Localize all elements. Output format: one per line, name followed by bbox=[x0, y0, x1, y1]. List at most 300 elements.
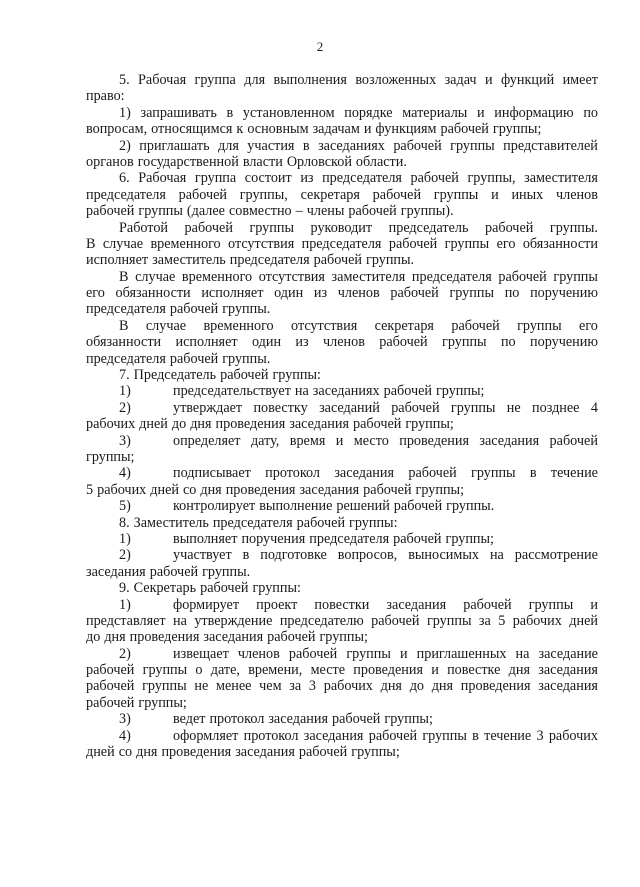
word: секретаря bbox=[300, 186, 360, 203]
word: рабочей bbox=[86, 662, 135, 679]
word: позднее bbox=[532, 399, 580, 416]
list-item-text bbox=[173, 646, 598, 662]
word: 9. bbox=[119, 580, 130, 597]
word: заседаний bbox=[319, 399, 380, 416]
word: группы). bbox=[400, 203, 454, 220]
word: для bbox=[244, 72, 266, 88]
word: повестке bbox=[447, 662, 501, 679]
text-line bbox=[86, 465, 598, 481]
word: поручению bbox=[530, 285, 598, 302]
word: не bbox=[194, 678, 209, 695]
word: заседания bbox=[86, 563, 146, 580]
word: рабочих bbox=[86, 416, 136, 433]
word: дня bbox=[136, 744, 158, 761]
text-line bbox=[86, 236, 598, 252]
word: группы bbox=[142, 678, 187, 695]
word: имеет bbox=[562, 72, 598, 88]
list-item-number: 2) bbox=[119, 399, 131, 416]
word: группы bbox=[450, 137, 495, 154]
word: рабочих bbox=[548, 727, 598, 744]
word: Секретарь bbox=[133, 580, 197, 597]
word: чем bbox=[259, 678, 282, 695]
word: группы bbox=[433, 186, 479, 203]
word: группы; bbox=[445, 530, 494, 547]
list-item-number: 3) bbox=[119, 711, 131, 728]
text-line bbox=[86, 547, 598, 563]
word: рабочей bbox=[498, 268, 547, 285]
word: группа bbox=[194, 170, 237, 187]
word: в bbox=[472, 727, 479, 744]
text-line bbox=[86, 383, 598, 399]
word: Рабочая bbox=[138, 170, 187, 187]
word: повестку bbox=[253, 399, 308, 416]
word: дней bbox=[569, 612, 598, 629]
word: представителей bbox=[503, 137, 598, 154]
word: рабочей bbox=[169, 350, 219, 367]
word: до bbox=[171, 416, 187, 433]
text-line bbox=[86, 744, 598, 760]
text-line bbox=[86, 301, 598, 317]
word: временного bbox=[181, 268, 253, 285]
word: проект bbox=[256, 596, 298, 613]
word: из bbox=[313, 285, 328, 302]
word: в bbox=[529, 465, 537, 482]
word: группы. bbox=[366, 252, 415, 269]
text-line bbox=[86, 367, 598, 383]
word: группы; bbox=[138, 694, 187, 711]
word: группы. bbox=[222, 350, 271, 367]
text-line bbox=[86, 695, 598, 711]
word: секретаря bbox=[374, 317, 434, 334]
word: группы bbox=[449, 285, 494, 302]
word: извещает bbox=[173, 645, 229, 662]
word: группы; bbox=[435, 383, 485, 400]
text-line bbox=[86, 498, 598, 514]
list-item-text bbox=[173, 597, 598, 613]
word: совместно bbox=[228, 203, 292, 220]
word: и bbox=[335, 432, 344, 449]
word: группы; bbox=[405, 416, 454, 433]
list-item-text bbox=[173, 711, 598, 727]
word: руководит bbox=[310, 219, 373, 236]
word: представляет bbox=[86, 612, 166, 629]
list-item-number: 4) bbox=[119, 465, 131, 482]
word: группы; bbox=[492, 121, 542, 138]
text-line bbox=[86, 252, 598, 268]
text-line bbox=[86, 449, 598, 465]
word: подписывает bbox=[173, 465, 251, 482]
text-line bbox=[86, 220, 598, 236]
word: группы bbox=[444, 235, 490, 252]
word: проведения bbox=[225, 481, 296, 498]
text-line bbox=[86, 285, 598, 301]
text-line bbox=[86, 433, 598, 449]
word: запрашивать bbox=[140, 104, 217, 121]
word: относящимся bbox=[151, 121, 233, 138]
text-line bbox=[86, 187, 598, 203]
list-item-number: 3) bbox=[119, 432, 131, 449]
word: рабочей bbox=[288, 645, 338, 662]
word: рабочих bbox=[97, 481, 147, 498]
list-item-number: 2) bbox=[119, 547, 131, 564]
word: группы: bbox=[252, 580, 301, 597]
word: группы. bbox=[549, 219, 598, 236]
word: 2) bbox=[119, 137, 131, 154]
word: председателя bbox=[86, 301, 166, 318]
word: ведет bbox=[173, 711, 206, 728]
word: для bbox=[218, 137, 239, 154]
word: формирует bbox=[173, 596, 240, 613]
word: рабочей bbox=[348, 203, 397, 220]
word: рабочей bbox=[549, 432, 598, 449]
text-line bbox=[86, 613, 598, 629]
word: рабочей bbox=[352, 416, 402, 433]
word: 3 bbox=[536, 727, 544, 744]
word: председателя bbox=[86, 186, 166, 203]
word: рабочей bbox=[86, 203, 135, 220]
word: Работой bbox=[119, 219, 169, 236]
word: рабочей bbox=[220, 367, 269, 384]
list-item-number: 5) bbox=[119, 498, 131, 515]
word: к bbox=[236, 121, 244, 138]
word: возложенных bbox=[355, 72, 437, 88]
word: один bbox=[251, 334, 282, 351]
word: заседания bbox=[538, 662, 598, 679]
text-line bbox=[86, 400, 598, 416]
word: задачам bbox=[312, 121, 360, 138]
word: группы. bbox=[202, 563, 251, 580]
word: случае bbox=[135, 268, 176, 285]
word: рабочих bbox=[323, 678, 373, 695]
word: основным bbox=[247, 121, 309, 138]
word: В bbox=[119, 317, 129, 334]
word: проведения bbox=[161, 744, 232, 761]
list-item-text bbox=[173, 465, 598, 481]
word: группы; bbox=[384, 711, 433, 728]
word: подготовке bbox=[260, 547, 327, 564]
word: и bbox=[477, 104, 485, 121]
word: функциям bbox=[375, 121, 437, 138]
word: течение bbox=[484, 727, 532, 744]
word: заседания bbox=[235, 744, 295, 761]
page-number: 2 bbox=[316, 39, 324, 54]
word: 5. bbox=[119, 72, 130, 88]
word: течение bbox=[550, 465, 598, 482]
word: рабочей bbox=[313, 252, 362, 269]
word: место bbox=[353, 432, 389, 449]
word: повестки bbox=[314, 596, 370, 613]
word: дня bbox=[200, 481, 222, 498]
word: рабочей bbox=[200, 580, 249, 597]
text-line bbox=[86, 105, 598, 121]
word: В bbox=[86, 235, 96, 252]
word: в bbox=[242, 547, 250, 564]
word: группы. bbox=[446, 498, 495, 515]
word: информацию bbox=[494, 104, 574, 121]
text-line bbox=[86, 629, 598, 645]
list-item-number: 4) bbox=[119, 727, 131, 744]
text-line bbox=[86, 646, 598, 662]
word: обязанности bbox=[86, 334, 162, 351]
word: времени, bbox=[248, 662, 303, 679]
word: контролирует bbox=[173, 498, 256, 515]
word: 7. bbox=[119, 367, 130, 384]
word: председателя bbox=[322, 170, 402, 187]
word: отсутствия bbox=[258, 268, 325, 285]
word: заседания bbox=[268, 711, 329, 728]
word: исполняет bbox=[86, 252, 149, 269]
word: заседания bbox=[203, 629, 264, 646]
word: группы; bbox=[319, 629, 368, 646]
word: случае bbox=[145, 317, 187, 334]
word: до bbox=[86, 629, 101, 646]
word: членов bbox=[237, 645, 280, 662]
word: Рабочая bbox=[138, 72, 187, 88]
word: группы bbox=[450, 399, 496, 416]
word: членов bbox=[323, 334, 365, 351]
text-line bbox=[86, 88, 598, 104]
list-item-text bbox=[173, 433, 598, 449]
document-body bbox=[86, 72, 598, 760]
word: о bbox=[195, 662, 203, 679]
word: решений bbox=[336, 498, 390, 515]
word: его bbox=[86, 285, 105, 302]
word: обязанности bbox=[115, 285, 191, 302]
text-line bbox=[86, 154, 598, 170]
word: дня bbox=[380, 678, 402, 695]
word: временного bbox=[150, 235, 221, 252]
word: группы bbox=[346, 645, 391, 662]
word: дней bbox=[86, 744, 115, 761]
word: группы bbox=[138, 203, 183, 220]
word: участия bbox=[247, 137, 295, 154]
word: группы, bbox=[467, 170, 516, 187]
word: приглашать bbox=[139, 137, 210, 154]
word: определяет bbox=[173, 432, 241, 449]
word: группы bbox=[426, 612, 472, 629]
word: со bbox=[182, 481, 197, 498]
word: 4 bbox=[590, 399, 598, 416]
list-item-text bbox=[173, 498, 598, 514]
word: время bbox=[289, 432, 326, 449]
word: Председатель bbox=[133, 367, 217, 384]
text-line bbox=[86, 334, 598, 350]
word: оформляет bbox=[173, 727, 239, 744]
word: вопросов, bbox=[337, 547, 398, 564]
word: выполнение bbox=[259, 498, 333, 515]
word: утверждение bbox=[194, 612, 273, 629]
word: рабочей bbox=[451, 317, 500, 334]
word: 8. bbox=[119, 514, 130, 531]
word: – bbox=[295, 203, 303, 220]
word: со bbox=[118, 744, 133, 761]
word: утверждает bbox=[173, 399, 243, 416]
word: один bbox=[274, 285, 304, 302]
text-line bbox=[86, 121, 598, 137]
word: и bbox=[363, 121, 372, 138]
word: рабочей bbox=[390, 285, 439, 302]
word: за bbox=[478, 612, 491, 629]
word: на bbox=[294, 383, 309, 400]
word: выносимых bbox=[408, 547, 479, 564]
word: проведения bbox=[353, 662, 423, 679]
word: и bbox=[491, 186, 499, 203]
word: протокол bbox=[265, 465, 320, 482]
word: председателя bbox=[411, 268, 492, 285]
word: задач bbox=[444, 72, 477, 88]
word: заседания bbox=[538, 678, 598, 695]
word: отсутствия bbox=[228, 235, 295, 252]
word: заседаниях bbox=[312, 383, 380, 400]
word: по bbox=[504, 285, 520, 302]
word: 6. bbox=[119, 170, 130, 187]
word: на bbox=[173, 612, 187, 629]
list-item-text bbox=[173, 400, 598, 416]
word: области. bbox=[355, 153, 407, 170]
word: заседания bbox=[479, 432, 540, 449]
word: порядке bbox=[344, 104, 393, 121]
word: заседания bbox=[289, 416, 349, 433]
word: вопросам, bbox=[86, 121, 148, 138]
word: рабочей bbox=[86, 678, 135, 695]
text-line bbox=[86, 597, 598, 613]
word: дату, bbox=[250, 432, 280, 449]
word: председательствует bbox=[173, 383, 291, 400]
text-line bbox=[86, 728, 598, 744]
word: власти bbox=[242, 153, 283, 170]
word: состоит bbox=[244, 170, 292, 187]
text-line bbox=[86, 138, 598, 154]
word: дней bbox=[139, 416, 168, 433]
word: его bbox=[579, 317, 598, 334]
word: (далее bbox=[186, 203, 225, 220]
word: группы, bbox=[239, 186, 288, 203]
word: рабочей bbox=[484, 219, 534, 236]
word: группы bbox=[422, 727, 467, 744]
text-line bbox=[86, 72, 598, 88]
word: дня bbox=[431, 678, 454, 695]
word: группы bbox=[471, 465, 516, 482]
word: не bbox=[506, 399, 521, 416]
word: рабочей bbox=[363, 481, 412, 498]
list-item-text bbox=[173, 531, 598, 547]
word: менее bbox=[215, 678, 252, 695]
word: заседания bbox=[303, 727, 364, 744]
word: группы: bbox=[272, 367, 321, 384]
word: дня bbox=[190, 416, 212, 433]
text-line bbox=[86, 662, 598, 678]
list-item-number: 1) bbox=[119, 596, 131, 613]
text-line bbox=[86, 531, 598, 547]
word: за bbox=[289, 678, 302, 695]
word: проведения bbox=[460, 678, 531, 695]
word: рабочей bbox=[149, 563, 199, 580]
word: дней bbox=[150, 481, 179, 498]
word: заместитель bbox=[152, 252, 226, 269]
word: протокол bbox=[243, 727, 299, 744]
text-line bbox=[86, 351, 598, 367]
text-line bbox=[86, 678, 598, 694]
word: рабочей bbox=[393, 137, 442, 154]
word: рабочей bbox=[410, 170, 459, 187]
word: рабочей bbox=[388, 235, 438, 252]
text-line bbox=[86, 269, 598, 285]
word: членов bbox=[337, 285, 380, 302]
word: проведения bbox=[129, 629, 200, 646]
word: рабочей bbox=[296, 514, 346, 531]
text-line bbox=[86, 482, 598, 498]
word: рабочих bbox=[512, 612, 562, 629]
list-item-number: 1) bbox=[119, 383, 131, 400]
word: рабочей bbox=[178, 186, 227, 203]
word: протокол bbox=[209, 711, 265, 728]
word: рабочей bbox=[393, 498, 443, 515]
word: группы bbox=[442, 334, 487, 351]
word: по bbox=[500, 334, 516, 351]
word: в bbox=[226, 104, 234, 121]
word: рабочей bbox=[332, 711, 381, 728]
word: и bbox=[484, 72, 493, 88]
word: председателя bbox=[301, 235, 382, 252]
word: заседаниях bbox=[318, 137, 385, 154]
word: председателя bbox=[86, 350, 166, 367]
word: 3 bbox=[308, 678, 317, 695]
word: рабочей bbox=[379, 334, 428, 351]
list-item-text bbox=[173, 547, 598, 563]
word: выполняет bbox=[173, 530, 238, 547]
text-line bbox=[86, 203, 598, 219]
text-line bbox=[86, 564, 598, 580]
word: поручения bbox=[241, 530, 306, 547]
word: Заместитель bbox=[133, 514, 209, 531]
word: рабочей bbox=[184, 219, 233, 236]
word: 1) bbox=[119, 104, 131, 121]
word: председателя bbox=[309, 530, 390, 547]
word: проведения bbox=[399, 432, 469, 449]
word: группы; bbox=[415, 481, 465, 498]
word: месте bbox=[310, 662, 346, 679]
word: заседания bbox=[334, 465, 395, 482]
list-item-number: 1) bbox=[119, 530, 131, 547]
text-line bbox=[86, 580, 598, 596]
word: рабочей bbox=[298, 744, 348, 761]
word: в bbox=[302, 137, 310, 154]
list-item-text bbox=[173, 383, 598, 399]
word: его bbox=[496, 235, 516, 252]
word: группы bbox=[553, 268, 598, 285]
word: до bbox=[409, 678, 424, 695]
word: на bbox=[515, 645, 530, 662]
word: отсутствия bbox=[291, 317, 358, 334]
word: из bbox=[300, 170, 314, 187]
word: проведения bbox=[215, 416, 286, 433]
word: группы. bbox=[222, 301, 271, 318]
word: В bbox=[119, 268, 129, 285]
text-line bbox=[86, 170, 598, 186]
word: приглашенных bbox=[416, 645, 507, 662]
word: члены bbox=[306, 203, 345, 220]
word: государственной bbox=[137, 153, 239, 170]
word: рабочей bbox=[368, 727, 418, 744]
word: рабочей bbox=[371, 612, 420, 629]
word: и bbox=[590, 596, 598, 613]
word: иных bbox=[511, 186, 544, 203]
word: рабочей bbox=[86, 694, 135, 711]
word: функций bbox=[500, 72, 555, 88]
word: исполняет bbox=[201, 285, 264, 302]
word: группы; bbox=[351, 744, 400, 761]
word: рабочей bbox=[391, 399, 440, 416]
